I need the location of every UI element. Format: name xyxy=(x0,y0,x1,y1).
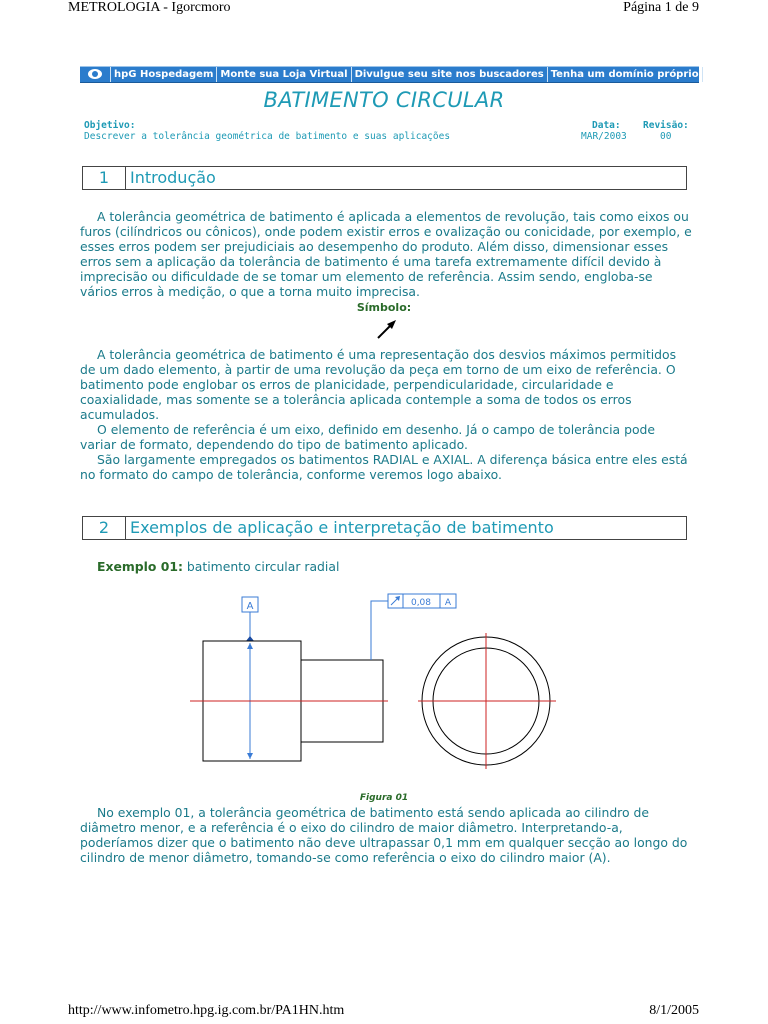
data-label: Data: xyxy=(592,120,621,131)
print-header-page: Página 1 de 9 xyxy=(623,0,699,15)
dimension-arrow-top xyxy=(247,643,253,649)
section-1-header xyxy=(82,166,687,190)
nav-link-more[interactable]: A xyxy=(702,67,717,82)
intro-paragraph-1-text: A tolerância geométrica de batimento é aplicada a elementos de revolução, tais como eixos ou furos (cilíndricos ou cônicos), onde podem existir erros e ovalização ou conicidade, por exemplo, e esses erros podem ser prejudiciais ao desempenho do produto. Além disso, dimensionar esses erros sem a aplicação da tolerância de batimento é uma tarefa extremamente difícil devido à imprecisão ou dificuldade de se tomar um elemento de referência. Assim sendo, engloba-se vários erros à medição, o que a torna muito imprecisa. xyxy=(80,209,692,299)
section-2-header xyxy=(82,516,687,540)
print-header xyxy=(68,0,699,20)
objetivo-text: Descrever a tolerância geométrica de batimento e suas aplicações xyxy=(84,131,451,142)
dimension-arrow-bottom xyxy=(247,753,253,759)
section-1-title: Introdução xyxy=(130,168,216,187)
intro-paragraph-3-text: O elemento de referência é um eixo, definido em desenho. Já o campo de tolerância pode variar de formato, dependendo do tipo de batimento aplicado. xyxy=(80,422,656,452)
simbolo-label: Símbolo: xyxy=(356,301,412,314)
page-title: BATIMENTO CIRCULAR xyxy=(263,88,505,112)
section-1-number: 1 xyxy=(83,167,126,189)
section-2-title: Exemplos de aplicação e interpretação de batimento xyxy=(130,518,554,537)
nav-link-buscadores[interactable]: Divulgue seu site nos buscadores xyxy=(351,67,547,82)
objetivo-label: Objetivo: xyxy=(84,120,136,131)
intro-paragraph-2-text: A tolerância geométrica de batimento é uma representação dos desvios máximos permitidos de um dado elemento, à partir de uma revolução da peça em torno de um eixo de referência. O batimento pode englobar os erros de planicidade, perpendicularidade, circularidade e coaxialidade, mas somente se a tolerância aplicada contemple a soma de todos os erros acumulados. xyxy=(80,347,677,422)
nav-link-hospedagem[interactable]: hpG Hospedagem xyxy=(110,67,216,82)
example-01-paragraph-text: No exemplo 01, a tolerância geométrica de batimento está sendo aplicada ao cilindro de diâmetro menor, e a referência é o eixo do cilindro de maior diâmetro. Interpretando-a, poderíamos dizer que o batimento não deve ultrapassar 0,1 mm em qualquer secção ao longo do cilindro de menor diâmetro, tomando-se como referência o eixo do cilindro maior (A). xyxy=(80,805,688,865)
section-2-number: 2 xyxy=(83,517,126,539)
print-footer-date: 8/1/2005 xyxy=(649,1003,699,1018)
datum-label: A xyxy=(246,601,254,612)
datum-triangle xyxy=(246,636,254,641)
intro-paragraphs-2 xyxy=(80,347,692,482)
data-value: MAR/2003 xyxy=(581,131,627,142)
fcf-leader xyxy=(371,601,388,660)
nav-link-loja-virtual[interactable]: Monte sua Loja Virtual xyxy=(216,67,350,82)
figure-01-drawing xyxy=(190,580,610,790)
hpg-navbar xyxy=(80,66,714,83)
example-01-paragraph xyxy=(80,805,692,865)
print-footer-url: http://www.infometro.hpg.ig.com.br/PA1HN.htm xyxy=(68,1003,345,1018)
hpg-logo-icon[interactable] xyxy=(80,67,110,82)
runout-arrow-icon xyxy=(374,318,400,342)
example-01-label-bold: Exemplo 01: xyxy=(97,559,183,574)
print-header-title: METROLOGIA - Igorcmoro xyxy=(68,0,231,15)
nav-link-dominio[interactable]: Tenha um domínio próprio xyxy=(547,67,702,82)
print-footer xyxy=(68,1003,699,1023)
example-01-label-text: batimento circular radial xyxy=(186,559,340,574)
revisao-label: Revisão: xyxy=(643,120,689,131)
intro-paragraph-1 xyxy=(80,209,692,299)
fcf-datum-ref: A xyxy=(444,598,452,608)
fcf-tolerance-value: 0,08 xyxy=(410,598,432,608)
example-01-label xyxy=(97,559,339,574)
revisao-value: 00 xyxy=(660,131,672,142)
figure-01-caption: Figura 01 xyxy=(359,793,409,803)
intro-paragraph-4-text: São largamente empregados os batimentos RADIAL e AXIAL. A diferença básica entre eles está no formato do campo de tolerância, conforme veremos logo abaixo. xyxy=(80,452,688,482)
